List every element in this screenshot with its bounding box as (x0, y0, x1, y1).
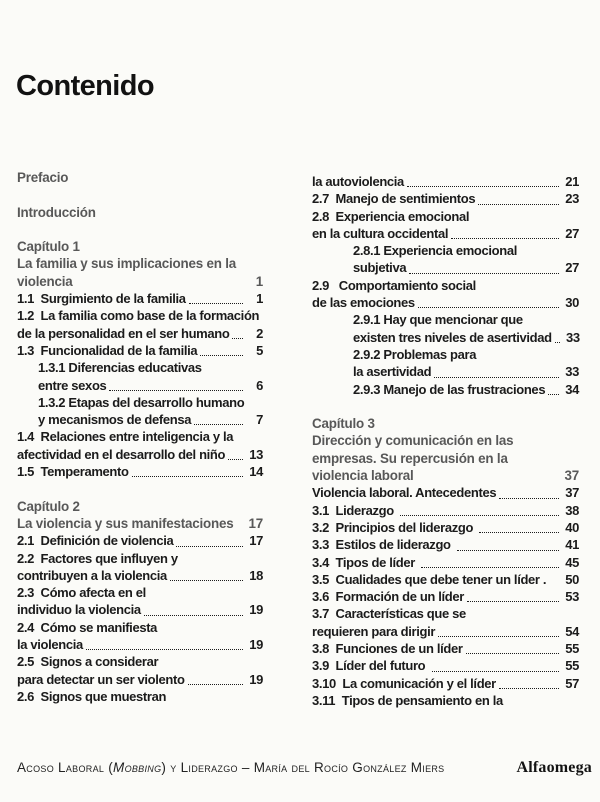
page-number: 45 (565, 554, 579, 570)
toc-line (312, 503, 579, 520)
toc-entry-text: individuo la violencia (17, 602, 141, 618)
toc-entry-text: Introducción (17, 204, 96, 220)
dot-leader (144, 615, 243, 616)
toc-line (312, 191, 579, 208)
toc-entry-text: de las emociones (312, 295, 415, 311)
page-number: 37 (564, 468, 579, 484)
dot-leader (467, 601, 559, 602)
toc-entry-text: La violencia y sus manifestaciones (17, 515, 234, 531)
toc-entry-text: 1.3.2 Etapas del desarrollo humano (38, 394, 245, 410)
toc-entry-text: la violencia (17, 637, 83, 653)
page-number: 7 (256, 412, 263, 428)
toc-entry-text: 2.5 Signos a considerar (17, 654, 159, 670)
toc-entry-text: 2.6 Signos que muestran (17, 688, 167, 704)
toc-line (17, 395, 263, 412)
publisher-wordmark: Alfaomega (516, 759, 592, 776)
page-number: 54 (565, 623, 579, 639)
toc-line (312, 641, 579, 658)
dot-leader (418, 307, 559, 308)
toc-line (17, 689, 263, 706)
toc-entry-text: Violencia laboral. Antecedentes (312, 485, 497, 501)
toc-entry-text: empresas. Su repercusión en la (312, 450, 508, 466)
dot-leader (499, 498, 559, 499)
toc-entry-text: violencia laboral (312, 468, 414, 484)
toc-line (17, 291, 263, 308)
toc-entry-text: 3.11 Tipos de pensamiento en la (312, 692, 503, 708)
toc-entry-text: 2.8.1 Experiencia emocional (353, 243, 517, 259)
toc-entry-text: 2.3 Cómo afecta en el (17, 585, 146, 601)
dot-leader (200, 355, 243, 356)
dot-leader (176, 546, 243, 547)
toc-entry-text: y mecanismos de defensa (38, 412, 192, 428)
toc-entry-text: 1.3 Funcionalidad de la familia (17, 342, 198, 358)
toc-line (312, 330, 579, 347)
toc-line (312, 433, 579, 450)
toc-entry-text: 2.9.1 Hay que mencionar que (353, 312, 523, 328)
toc-line (17, 464, 263, 481)
dot-leader (407, 186, 559, 187)
dot-leader (194, 424, 243, 425)
toc-entry-text: 1.2 La familia como base de la formación (17, 308, 260, 324)
page-number: 14 (249, 464, 263, 480)
toc-entry-text: la autoviolencia (312, 174, 404, 189)
page-number: 19 (249, 671, 263, 687)
toc-spacer (312, 399, 579, 416)
toc-line (17, 602, 263, 619)
toc-line (17, 585, 263, 602)
toc-line (17, 239, 263, 256)
toc-entry-text: requieren para dirigir (312, 623, 436, 639)
toc-line (17, 170, 263, 187)
toc-line (312, 606, 579, 623)
toc-line (17, 378, 263, 395)
page-number: 37 (565, 485, 579, 501)
toc-entry-text: 2.9.3 Manejo de las frustraciones (353, 381, 546, 397)
page-number: 17 (249, 533, 263, 549)
dot-leader (132, 476, 243, 477)
toc-entry-text: 3.7 Características que se (312, 606, 466, 622)
footer-book-italic: Mobbing (113, 760, 162, 775)
toc-entry-text: 1.1 Surgimiento de la familia (17, 291, 186, 307)
toc-line (312, 174, 579, 191)
toc-line (17, 256, 263, 273)
toc-entry-text: existen tres niveles de asertividad (353, 329, 552, 345)
dot-leader (457, 550, 559, 551)
toc-line (17, 654, 263, 671)
toc-entry-text: violencia (17, 273, 73, 289)
footer-book-title (17, 760, 444, 775)
toc-entry-text: 1.4 Relaciones entre inteligencia y la (17, 429, 234, 445)
page-number: 18 (249, 567, 263, 583)
toc-line (312, 572, 579, 589)
toc-line (312, 416, 579, 433)
page-number: 23 (565, 191, 579, 207)
dot-leader (421, 567, 559, 568)
toc-spacer (17, 187, 263, 204)
toc-line (17, 516, 263, 533)
toc-line (312, 555, 579, 572)
toc-line (312, 693, 579, 710)
page-number: 50 (565, 571, 579, 587)
toc-entry-text: afectividad en el desarrollo del niño (17, 446, 226, 462)
page-number: 1 (255, 273, 263, 289)
page-number: 27 (565, 225, 579, 241)
dot-leader (555, 342, 560, 343)
toc-line (312, 364, 579, 381)
toc-entry-text: 3.4 Tipos de líder (312, 554, 419, 570)
toc-entry-text: 3.6 Formación de un líder (312, 589, 464, 605)
toc-entry-text: 1.3.1 Diferencias educativas (38, 360, 202, 376)
toc-entry-text: 3.3 Estilos de liderazgo (312, 537, 454, 553)
toc-line (312, 537, 579, 554)
toc-line (17, 499, 263, 516)
toc-line (312, 347, 579, 364)
page-number: 41 (565, 537, 579, 553)
page-number: 33 (565, 329, 580, 345)
toc-entry-text: Capítulo 3 (312, 416, 375, 432)
dot-leader (478, 204, 559, 205)
page-number: 55 (565, 658, 579, 674)
toc-entry-text: Capítulo 2 (17, 498, 80, 514)
dot-leader (170, 580, 243, 581)
toc-line (312, 260, 579, 277)
toc-line (17, 429, 263, 446)
page-number: 21 (565, 174, 579, 189)
dot-leader (548, 394, 559, 395)
toc-line (312, 209, 579, 226)
toc-entry-text: la asertividad (353, 364, 432, 380)
toc-entry-text: 2.9 Comportamiento social (312, 277, 476, 293)
page-number: 27 (565, 260, 579, 276)
toc-line (17, 326, 263, 343)
toc-entry-text: 2.1 Definición de violencia (17, 533, 174, 549)
dot-leader (400, 515, 559, 516)
toc-line (312, 243, 579, 260)
footer-book-prefix: Acoso Laboral ( (17, 760, 114, 775)
page-number: 33 (565, 364, 579, 380)
toc-line (312, 295, 579, 312)
toc-entry-text: de la personalidad en el ser humano (17, 325, 230, 341)
toc-entry-text: 2.4 Cómo se manifiesta (17, 619, 158, 635)
toc-entry-text: para detectar un ser violento (17, 671, 185, 687)
toc-line (312, 226, 579, 243)
page-number: 6 (256, 377, 263, 393)
dot-leader (479, 532, 559, 533)
page-title: Contenido (16, 70, 154, 102)
toc-left-column (17, 170, 263, 706)
toc-line (312, 676, 579, 693)
toc-line (17, 205, 263, 222)
page-number: 19 (249, 602, 263, 618)
toc-line (312, 468, 579, 485)
toc-line (312, 278, 579, 295)
toc-right-column (312, 174, 579, 710)
toc-entry-text: 1.5 Temperamento (17, 464, 129, 480)
toc-spacer (17, 481, 263, 498)
toc-line (17, 620, 263, 637)
toc-line (312, 658, 579, 675)
toc-entry-text: 2.9.2 Problemas para (353, 346, 477, 362)
toc-entry-text: 3.5 Cualidades que debe tener un líder . (312, 571, 547, 587)
page-number: 30 (565, 295, 579, 311)
dot-leader (189, 303, 243, 304)
dot-leader (466, 653, 559, 654)
footer (17, 759, 592, 777)
toc-line (17, 672, 263, 689)
toc-entry-text: 3.1 Liderazgo (312, 502, 398, 518)
page-number: 5 (256, 342, 263, 358)
page-number: 34 (565, 381, 579, 397)
dot-leader (438, 636, 559, 637)
toc-entry-text: 2.7 Manejo de sentimientos (312, 191, 476, 207)
dot-leader (409, 273, 559, 274)
toc-entry-text: 3.9 Líder del futuro (312, 658, 429, 674)
dot-leader (228, 459, 243, 460)
dot-leader (86, 649, 243, 650)
page-number: 55 (565, 641, 579, 657)
toc-line (17, 274, 263, 291)
footer-book-suffix: ) y Liderazgo – María del Rocío González Miers (161, 760, 445, 775)
toc-entry-text: Prefacio (17, 170, 69, 185)
page-number: 19 (249, 637, 263, 653)
toc-line (17, 637, 263, 654)
toc-entry-text: 2.2 Factores que influyen y (17, 550, 178, 566)
toc-line (17, 551, 263, 568)
page-number: 53 (565, 589, 579, 605)
toc-entry-text: Dirección y comunicación en las (312, 433, 514, 449)
toc-entry-text: 3.8 Funciones de un líder (312, 641, 463, 657)
toc-entry-text: La familia y sus implicaciones en la (17, 256, 237, 272)
dot-leader (432, 671, 559, 672)
toc-line (17, 360, 263, 377)
toc-line (312, 624, 579, 641)
page-number: 38 (565, 502, 579, 518)
toc-entry-text: entre sexos (38, 377, 107, 393)
toc-line (312, 485, 579, 502)
toc-line (17, 412, 263, 429)
toc-line (312, 451, 579, 468)
toc-line (312, 589, 579, 606)
toc-line (17, 533, 263, 550)
toc-line (17, 568, 263, 585)
page-number: 40 (565, 519, 579, 535)
toc-line (17, 447, 263, 464)
dot-leader (451, 238, 559, 239)
toc-line (312, 312, 579, 329)
toc-line (312, 382, 579, 399)
dot-leader (188, 684, 243, 685)
toc-line (17, 343, 263, 360)
page-number: 57 (565, 675, 579, 691)
page-number: 2 (256, 325, 263, 341)
toc-entry-text: 3.2 Principios del liderazgo (312, 519, 477, 535)
page-number: 13 (249, 446, 263, 462)
toc-entry-text: contribuyen a la violencia (17, 567, 167, 583)
toc-spacer (17, 222, 263, 239)
toc-entry-text: subjetiva (353, 260, 407, 276)
toc-line (17, 308, 263, 325)
page-number: 1 (256, 291, 263, 307)
dot-leader (499, 688, 559, 689)
toc-entry-text: 3.10 La comunicación y el líder (312, 675, 496, 691)
dot-leader (232, 338, 243, 339)
page-number: 17 (248, 515, 263, 531)
toc-entry-text: en la cultura occidental (312, 225, 449, 241)
dot-leader (109, 390, 243, 391)
toc-line (312, 520, 579, 537)
toc-entry-text: Capítulo 1 (17, 239, 80, 255)
dot-leader (434, 377, 559, 378)
toc-entry-text: 2.8 Experiencia emocional (312, 208, 470, 224)
